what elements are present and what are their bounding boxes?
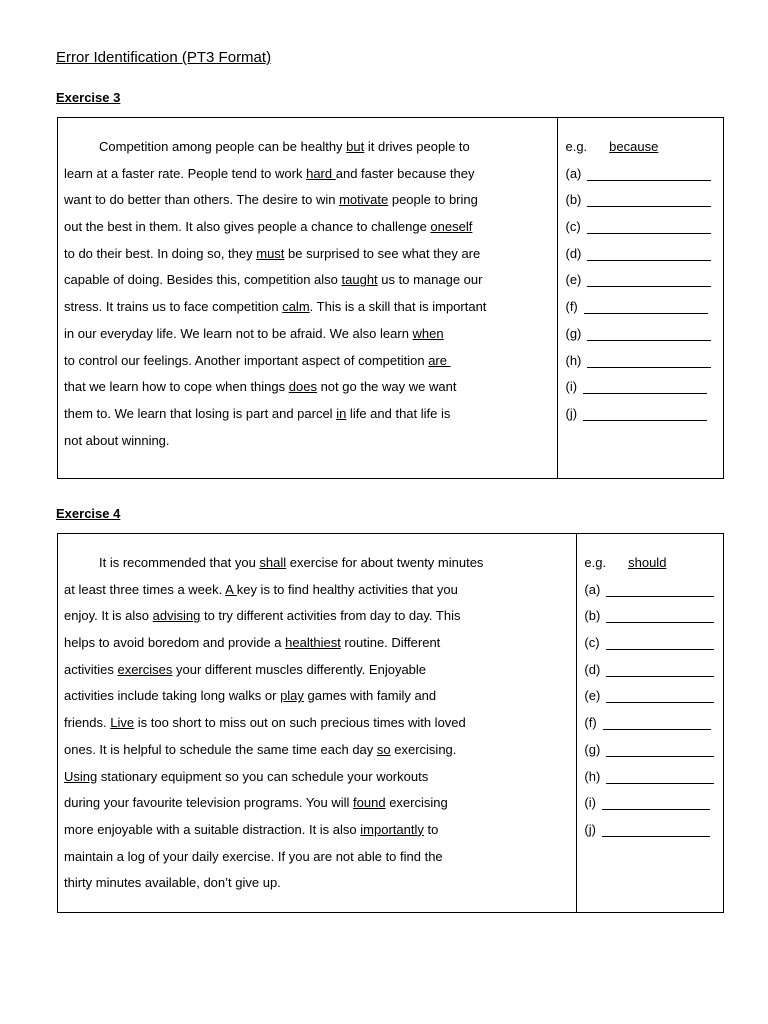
answer-label: (j) — [584, 821, 596, 837]
example-label: e.g. — [565, 139, 588, 154]
passage-line — [64, 294, 551, 321]
passage-text: not go the way we want — [316, 379, 457, 395]
underlined-error-word: but — [346, 139, 365, 154]
answer-row — [565, 374, 723, 401]
answer-label: (h) — [584, 768, 601, 784]
passage-line — [64, 267, 551, 294]
underlined-error-word: healthiest — [285, 635, 341, 651]
answer-label: (a) — [565, 165, 582, 181]
underlined-error-word: so — [376, 741, 391, 757]
answer-blank[interactable] — [606, 630, 714, 650]
passage-text: and faster because they — [335, 165, 475, 181]
passage-line — [64, 630, 570, 657]
passage-text: be surprised to see what they are — [284, 245, 481, 261]
answer-label: (d) — [584, 661, 601, 677]
answer-label: (g) — [584, 741, 601, 757]
example-row — [565, 134, 723, 161]
passage-line — [64, 374, 551, 401]
passage-text: people to bring — [388, 192, 478, 208]
underlined-error-word: exercises — [117, 661, 173, 677]
answer-row — [584, 630, 723, 657]
answer-row — [584, 577, 723, 604]
passage-text: It is recommended that you — [99, 555, 260, 570]
passage-text: Competition among people can be healthy — [99, 139, 347, 154]
answer-blank[interactable] — [606, 764, 714, 784]
passage-text: stationary equipment so you can schedule your workouts — [97, 768, 429, 784]
exercise-3-box — [57, 117, 724, 479]
answer-blank[interactable] — [602, 817, 710, 837]
passage-text: more enjoyable with a suitable distraction. It is also — [64, 821, 361, 837]
passage-text: that we learn how to cope when things — [64, 379, 289, 395]
passage-text: helps to avoid boredom and provide a — [64, 635, 286, 651]
underlined-error-word: motivate — [339, 192, 389, 208]
passage-text: to control our feelings. Another important aspect of competition — [64, 352, 429, 368]
answer-blank[interactable] — [606, 577, 714, 597]
answer-blank[interactable] — [602, 790, 710, 810]
passage-line — [64, 401, 551, 428]
answer-row — [565, 401, 723, 428]
passage-text: maintain a log of your daily exercise. If you are not able to find the — [64, 848, 443, 864]
answer-row — [584, 683, 723, 710]
answer-blank[interactable] — [587, 161, 711, 181]
example-row — [584, 550, 723, 577]
example-answer: should — [628, 555, 667, 570]
answer-label: (i) — [584, 795, 596, 811]
passage-line — [64, 764, 570, 791]
passage-text: ones. It is helpful to schedule the same time each day — [64, 741, 377, 757]
answer-row — [584, 657, 723, 684]
document-title: Error Identification (PT3 Format) — [56, 49, 272, 66]
underlined-error-word: found — [353, 795, 386, 811]
passage-line — [64, 737, 570, 764]
passage-text: to do their best. In doing so, they — [64, 245, 257, 261]
passage-text: games with family and — [303, 688, 437, 704]
passage-line — [64, 710, 570, 737]
underlined-error-word: hard — [306, 165, 336, 181]
answer-blank[interactable] — [587, 214, 711, 234]
answer-row — [584, 603, 723, 630]
underlined-error-word: does — [288, 379, 317, 395]
answer-blank[interactable] — [583, 401, 707, 421]
passage-text: friends. — [64, 715, 111, 731]
underlined-error-word: play — [280, 688, 304, 704]
answer-label: (h) — [565, 352, 582, 368]
answer-blank[interactable] — [587, 348, 711, 368]
passage-text: activities include taking long walks or — [64, 688, 281, 704]
underlined-error-word: oneself — [430, 219, 473, 235]
answer-blank[interactable] — [587, 187, 711, 207]
passage-line — [64, 187, 551, 214]
passage-text: during your favourite television programs. You will — [64, 795, 354, 811]
underlined-error-word: are — [428, 352, 451, 368]
answer-row — [584, 737, 723, 764]
passage-text: it drives people to — [364, 139, 470, 154]
passage-line — [64, 870, 570, 897]
answer-row — [565, 241, 723, 268]
answer-row — [584, 710, 723, 737]
answer-row — [565, 267, 723, 294]
passage-text: to — [423, 821, 439, 837]
answer-blank[interactable] — [587, 321, 711, 341]
passage-text: exercising. — [390, 741, 457, 757]
answer-blank[interactable] — [606, 603, 714, 623]
passage-text: life and that life is — [346, 405, 451, 421]
passage-line — [64, 577, 570, 604]
answer-row — [584, 790, 723, 817]
answer-row — [565, 214, 723, 241]
answer-row — [584, 764, 723, 791]
answer-label: (c) — [584, 635, 600, 651]
underlined-error-word: Live — [110, 715, 135, 731]
underlined-error-word: Using — [64, 768, 98, 784]
example-label: e.g. — [584, 555, 607, 570]
answer-label: (c) — [565, 219, 581, 235]
answer-row — [565, 161, 723, 188]
answer-label: (i) — [565, 379, 578, 395]
answer-label: (d) — [565, 245, 582, 261]
answer-row — [565, 187, 723, 214]
exercise-4-heading: Exercise 4 — [56, 506, 121, 521]
underlined-error-word: A — [225, 581, 237, 597]
answer-row — [565, 294, 723, 321]
underlined-error-word: when — [412, 325, 444, 341]
exercise-3-heading: Exercise 3 — [56, 90, 121, 105]
passage-text: in our everyday life. We learn not to be afraid. We also learn — [64, 325, 413, 341]
passage-text: exercising — [385, 795, 448, 811]
passage-text: thirty minutes available, don’t give up. — [64, 875, 281, 891]
exercise-3-answers — [558, 118, 723, 478]
answer-blank[interactable] — [587, 267, 711, 287]
passage-line — [64, 603, 570, 630]
passage-line — [64, 348, 551, 375]
answer-blank[interactable] — [606, 737, 714, 757]
answer-label: (f) — [565, 299, 578, 315]
passage-text: exercise for about twenty minutes — [286, 555, 484, 570]
passage-text: routine. Different — [340, 635, 441, 651]
underlined-error-word: advising — [152, 608, 201, 624]
answer-label: (b) — [565, 192, 582, 208]
passage-line — [64, 657, 570, 684]
answer-row — [584, 817, 723, 844]
answer-row — [565, 348, 723, 375]
passage-text: not about winning. — [64, 432, 170, 448]
underlined-error-word: importantly — [360, 821, 424, 837]
passage-line — [64, 817, 570, 844]
passage-line — [64, 161, 551, 188]
underlined-error-word: calm — [282, 299, 310, 315]
passage-line — [64, 134, 551, 161]
passage-text: is too short to miss out on such precious times with loved — [134, 715, 466, 731]
passage-text: at least three times a week. — [64, 581, 226, 597]
passage-line — [64, 241, 551, 268]
passage-text: out the best in them. It also gives people a chance to challenge — [64, 219, 431, 235]
answer-blank[interactable] — [606, 683, 714, 703]
passage-text: them to. We learn that losing is part and parcel — [64, 405, 337, 421]
answer-blank[interactable] — [583, 374, 707, 394]
passage-line — [64, 321, 551, 348]
passage-line — [64, 790, 570, 817]
answer-label: (a) — [584, 581, 601, 597]
exercise-4-box — [57, 533, 724, 913]
answer-label: (f) — [584, 715, 597, 731]
answer-label: (j) — [565, 405, 578, 421]
passage-text: your different muscles differently. Enjoyable — [172, 661, 427, 677]
exercise-4-passage — [58, 534, 577, 912]
example-answer: because — [609, 139, 659, 154]
passage-text: . This is a skill that is important — [309, 299, 487, 315]
answer-label: (g) — [565, 325, 582, 341]
passage-line — [64, 550, 570, 577]
answer-label: (e) — [565, 272, 582, 288]
exercise-3-passage — [58, 118, 558, 478]
answer-blank[interactable] — [587, 241, 711, 261]
exercise-4-answers — [577, 534, 723, 912]
answer-blank[interactable] — [603, 710, 711, 730]
passage-line — [64, 683, 570, 710]
passage-text: learn at a faster rate. People tend to work — [64, 165, 307, 181]
passage-text: activities — [64, 661, 118, 677]
answer-blank[interactable] — [584, 294, 708, 314]
underlined-error-word: in — [336, 405, 347, 421]
answer-blank[interactable] — [606, 657, 714, 677]
passage-text: capable of doing. Besides this, competition also — [64, 272, 342, 288]
answer-row — [565, 321, 723, 348]
answer-label: (b) — [584, 608, 601, 624]
passage-text: to try different activities from day to day. This — [200, 608, 461, 624]
passage-text: want to do better than others. The desire to win — [64, 192, 340, 208]
underlined-error-word: shall — [259, 555, 287, 570]
passage-text: enjoy. It is also — [64, 608, 153, 624]
passage-text: key is to find healthy activities that you — [236, 581, 458, 597]
passage-line — [64, 214, 551, 241]
underlined-error-word: must — [256, 245, 285, 261]
underlined-error-word: taught — [341, 272, 378, 288]
answer-label: (e) — [584, 688, 601, 704]
passage-line — [64, 844, 570, 871]
passage-text: us to manage our — [377, 272, 483, 288]
passage-line — [64, 428, 551, 455]
passage-text: stress. It trains us to face competition — [64, 299, 283, 315]
